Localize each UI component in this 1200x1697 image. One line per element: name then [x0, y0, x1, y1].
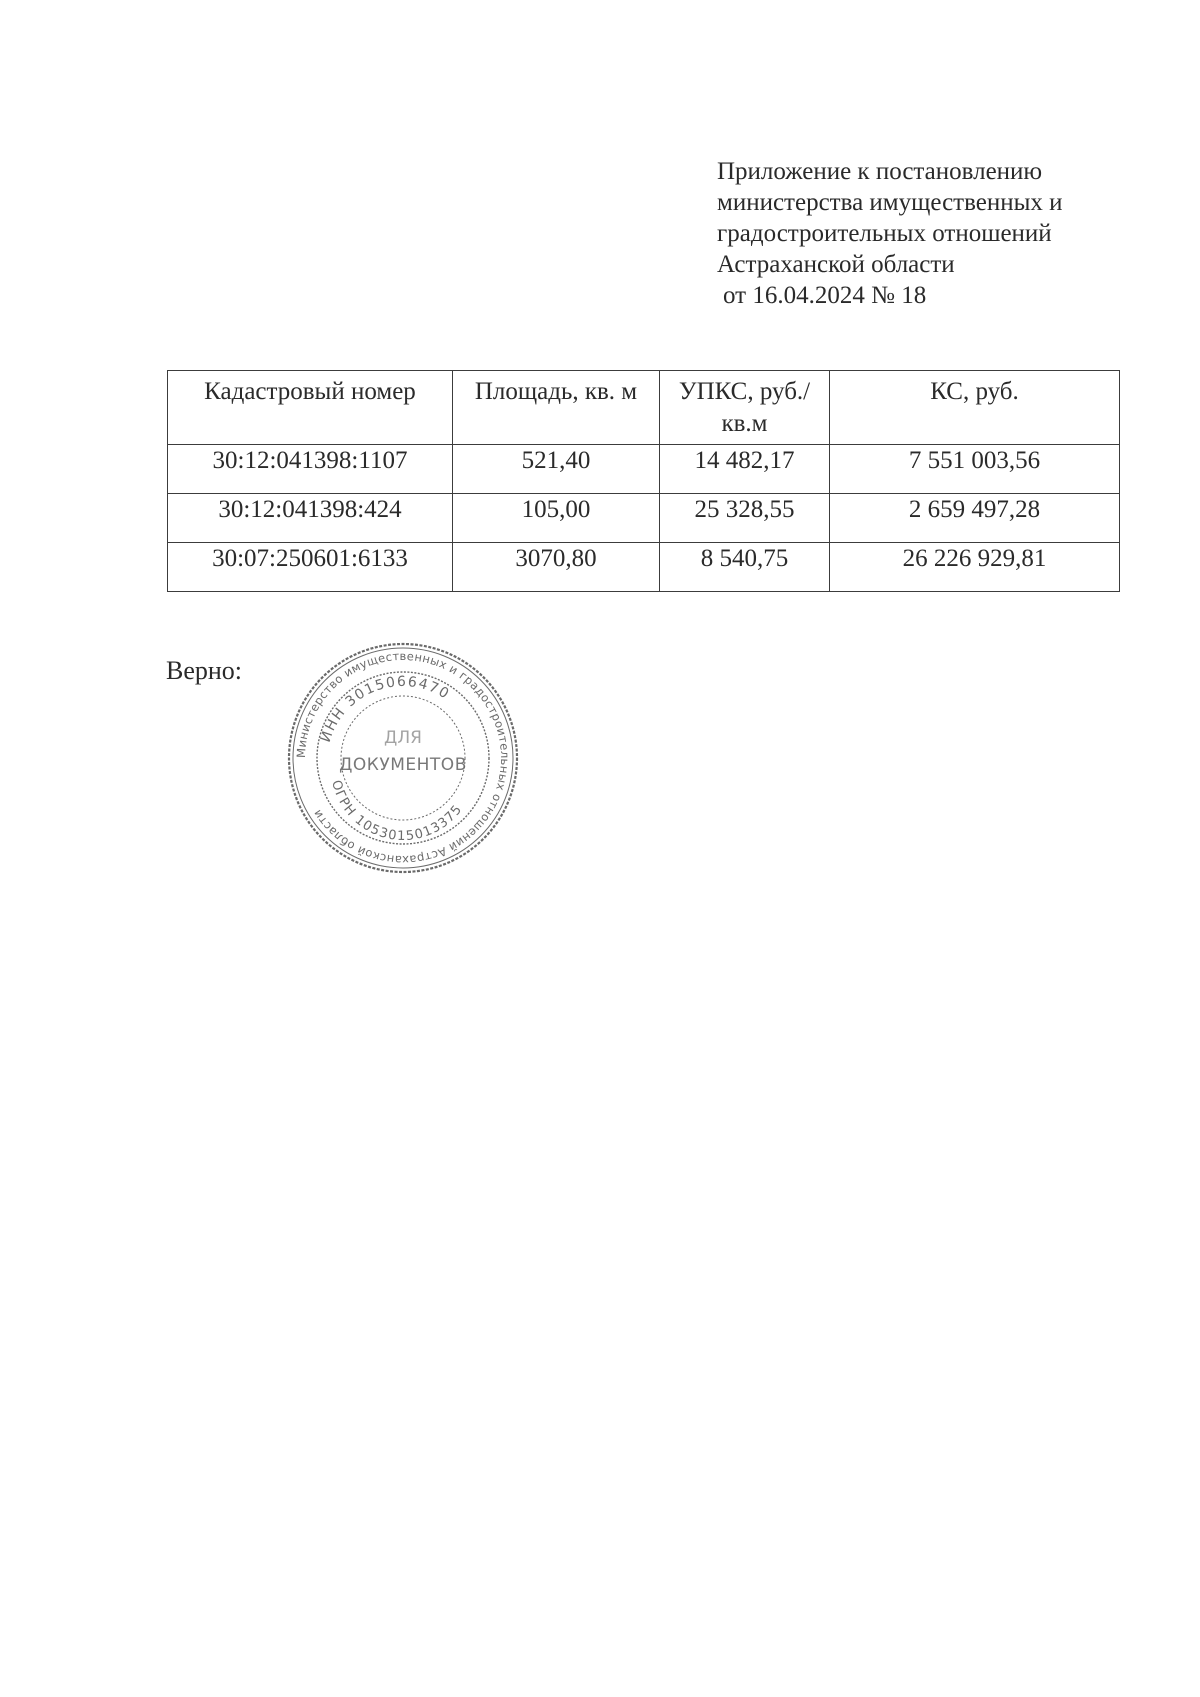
header-ks: КС, руб. — [830, 371, 1120, 445]
table-row — [168, 494, 1120, 543]
table-row — [168, 543, 1120, 592]
appendix-line-2: министерства имущественных и — [717, 189, 1063, 216]
cell-area: 521,40 — [453, 445, 660, 494]
header-cadastral-number: Кадастровый номер — [168, 371, 453, 445]
cell-cadastral-number: 30:12:041398:424 — [168, 494, 453, 543]
cell-upks: 14 482,17 — [660, 445, 830, 494]
official-seal-stamp — [285, 640, 521, 876]
cell-upks: 25 328,55 — [660, 494, 830, 543]
appendix-line-1: Приложение к постановлению — [717, 158, 1043, 185]
header-upks-label: УПКС, руб./кв.м — [678, 378, 811, 437]
table-row — [168, 445, 1120, 494]
header-area: Площадь, кв. м — [453, 371, 660, 445]
table-header-row — [168, 371, 1120, 445]
certification-label: Верно: — [166, 656, 243, 685]
cell-ks: 7 551 003,56 — [830, 445, 1120, 494]
header-upks — [660, 371, 830, 445]
cell-ks: 26 226 929,81 — [830, 543, 1120, 592]
seal-center-bottom: ДОКУМЕНТОВ — [339, 755, 467, 775]
cell-ks: 2 659 497,28 — [830, 494, 1120, 543]
cell-area: 3070,80 — [453, 543, 660, 592]
seal-inn-text: ИНН 3015066470 — [317, 673, 453, 745]
cell-cadastral-number: 30:07:250601:6133 — [168, 543, 453, 592]
cell-cadastral-number: 30:12:041398:1107 — [168, 445, 453, 494]
appendix-header — [717, 156, 1157, 311]
seal-center-top: ДЛЯ — [384, 728, 422, 748]
appendix-line-4: Астраханской области — [717, 251, 955, 278]
seal-outer-text: Министерство имущественных и градостроительных отношений Астраханской области — [293, 648, 513, 868]
cell-upks: 8 540,75 — [660, 543, 830, 592]
appendix-line-3: градостроительных отношений — [717, 220, 1052, 247]
cell-area: 105,00 — [453, 494, 660, 543]
appendix-date-number: от 16.04.2024 № 18 — [723, 282, 927, 309]
seal-ogrn-text: ОГРН 1053015013375 — [328, 778, 466, 845]
cadastral-value-table — [167, 370, 1120, 592]
